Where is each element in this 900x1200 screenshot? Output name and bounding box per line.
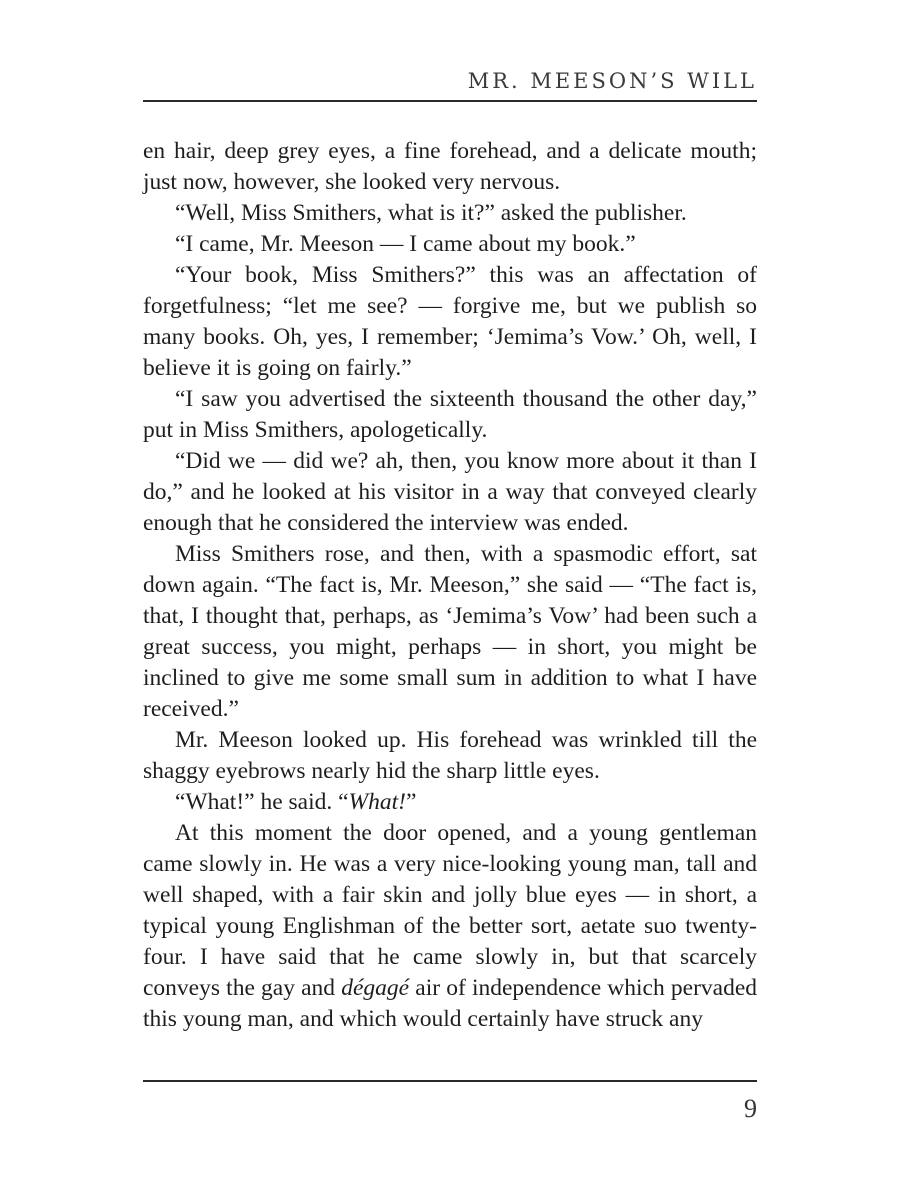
italic-text: What! — [348, 789, 406, 815]
header-rule — [143, 100, 757, 102]
paragraph — [143, 384, 757, 446]
text-run: “What!” he said. “ — [175, 789, 349, 815]
paragraph — [143, 818, 757, 1035]
text-run: Mr. Meeson looked up. His forehead was wrinkled till the shaggy eyebrows nearly hid the sharp little eyes. — [143, 727, 757, 784]
text-run: “Well, Miss Smithers, what is it?” asked the publisher. — [175, 200, 687, 226]
text-run: “I saw you advertised the sixteenth thousand the other day,” put in Miss Smithers, apologetically. — [143, 386, 757, 443]
paragraph — [143, 787, 757, 818]
text-run: Miss Smithers rose, and then, with a spasmodic effort, sat down again. “The fact is, Mr. Meeson,” she said — “The fact is, that, I thought that, perhaps, as ‘Jemima’s Vow’ had been such a great success, you might, perhaps — in short, you might be inclined to give me some small sum in addition to what I have received.” — [143, 541, 757, 722]
paragraph — [143, 539, 757, 725]
text-run: At this moment the door opened, and a young gentleman came slowly in. He was a very nice-looking young man, tall and well shaped, with a fair skin and jolly blue eyes — in short, a typical young Englishman of the better sort, aetate suo twenty-four. I have said that he came slowly in, but that scarcely conveys the gay and — [143, 820, 757, 1001]
text-run: ” — [405, 789, 417, 815]
text-run: “I came, Mr. Meeson — I came about my book.” — [175, 231, 636, 257]
text-run: air of independence which pervaded this young man, and which would certainly have struck any — [143, 975, 758, 1032]
paragraph — [143, 446, 757, 539]
text-run: “Did we — did we? ah, then, you know more about it than I do,” and he looked at his visitor in a way that conveyed clearly enough that he considered the interview was ended. — [143, 448, 757, 536]
text-run: en hair, deep grey eyes, a fine forehead, and a delicate mouth; just now, however, she looked very nervous. — [143, 138, 757, 195]
paragraph — [143, 260, 757, 384]
footer-rule — [143, 1080, 757, 1082]
paragraph — [143, 198, 757, 229]
paragraph — [143, 136, 757, 198]
text-run: “Your book, Miss Smithers?” this was an affectation of forgetfulness; “let me see? — forgive me, but we publish so many books. Oh, yes, I remember; ‘Jemima’s Vow.’ Oh, well, I believe it is going on fairly.” — [143, 262, 757, 381]
page-number: 9 — [744, 1094, 757, 1123]
body-text — [143, 136, 757, 1035]
running-head: MR. MEESON’S WILL — [467, 69, 757, 93]
italic-text: dégagé — [341, 975, 410, 1001]
paragraph — [143, 725, 757, 787]
paragraph — [143, 229, 757, 260]
